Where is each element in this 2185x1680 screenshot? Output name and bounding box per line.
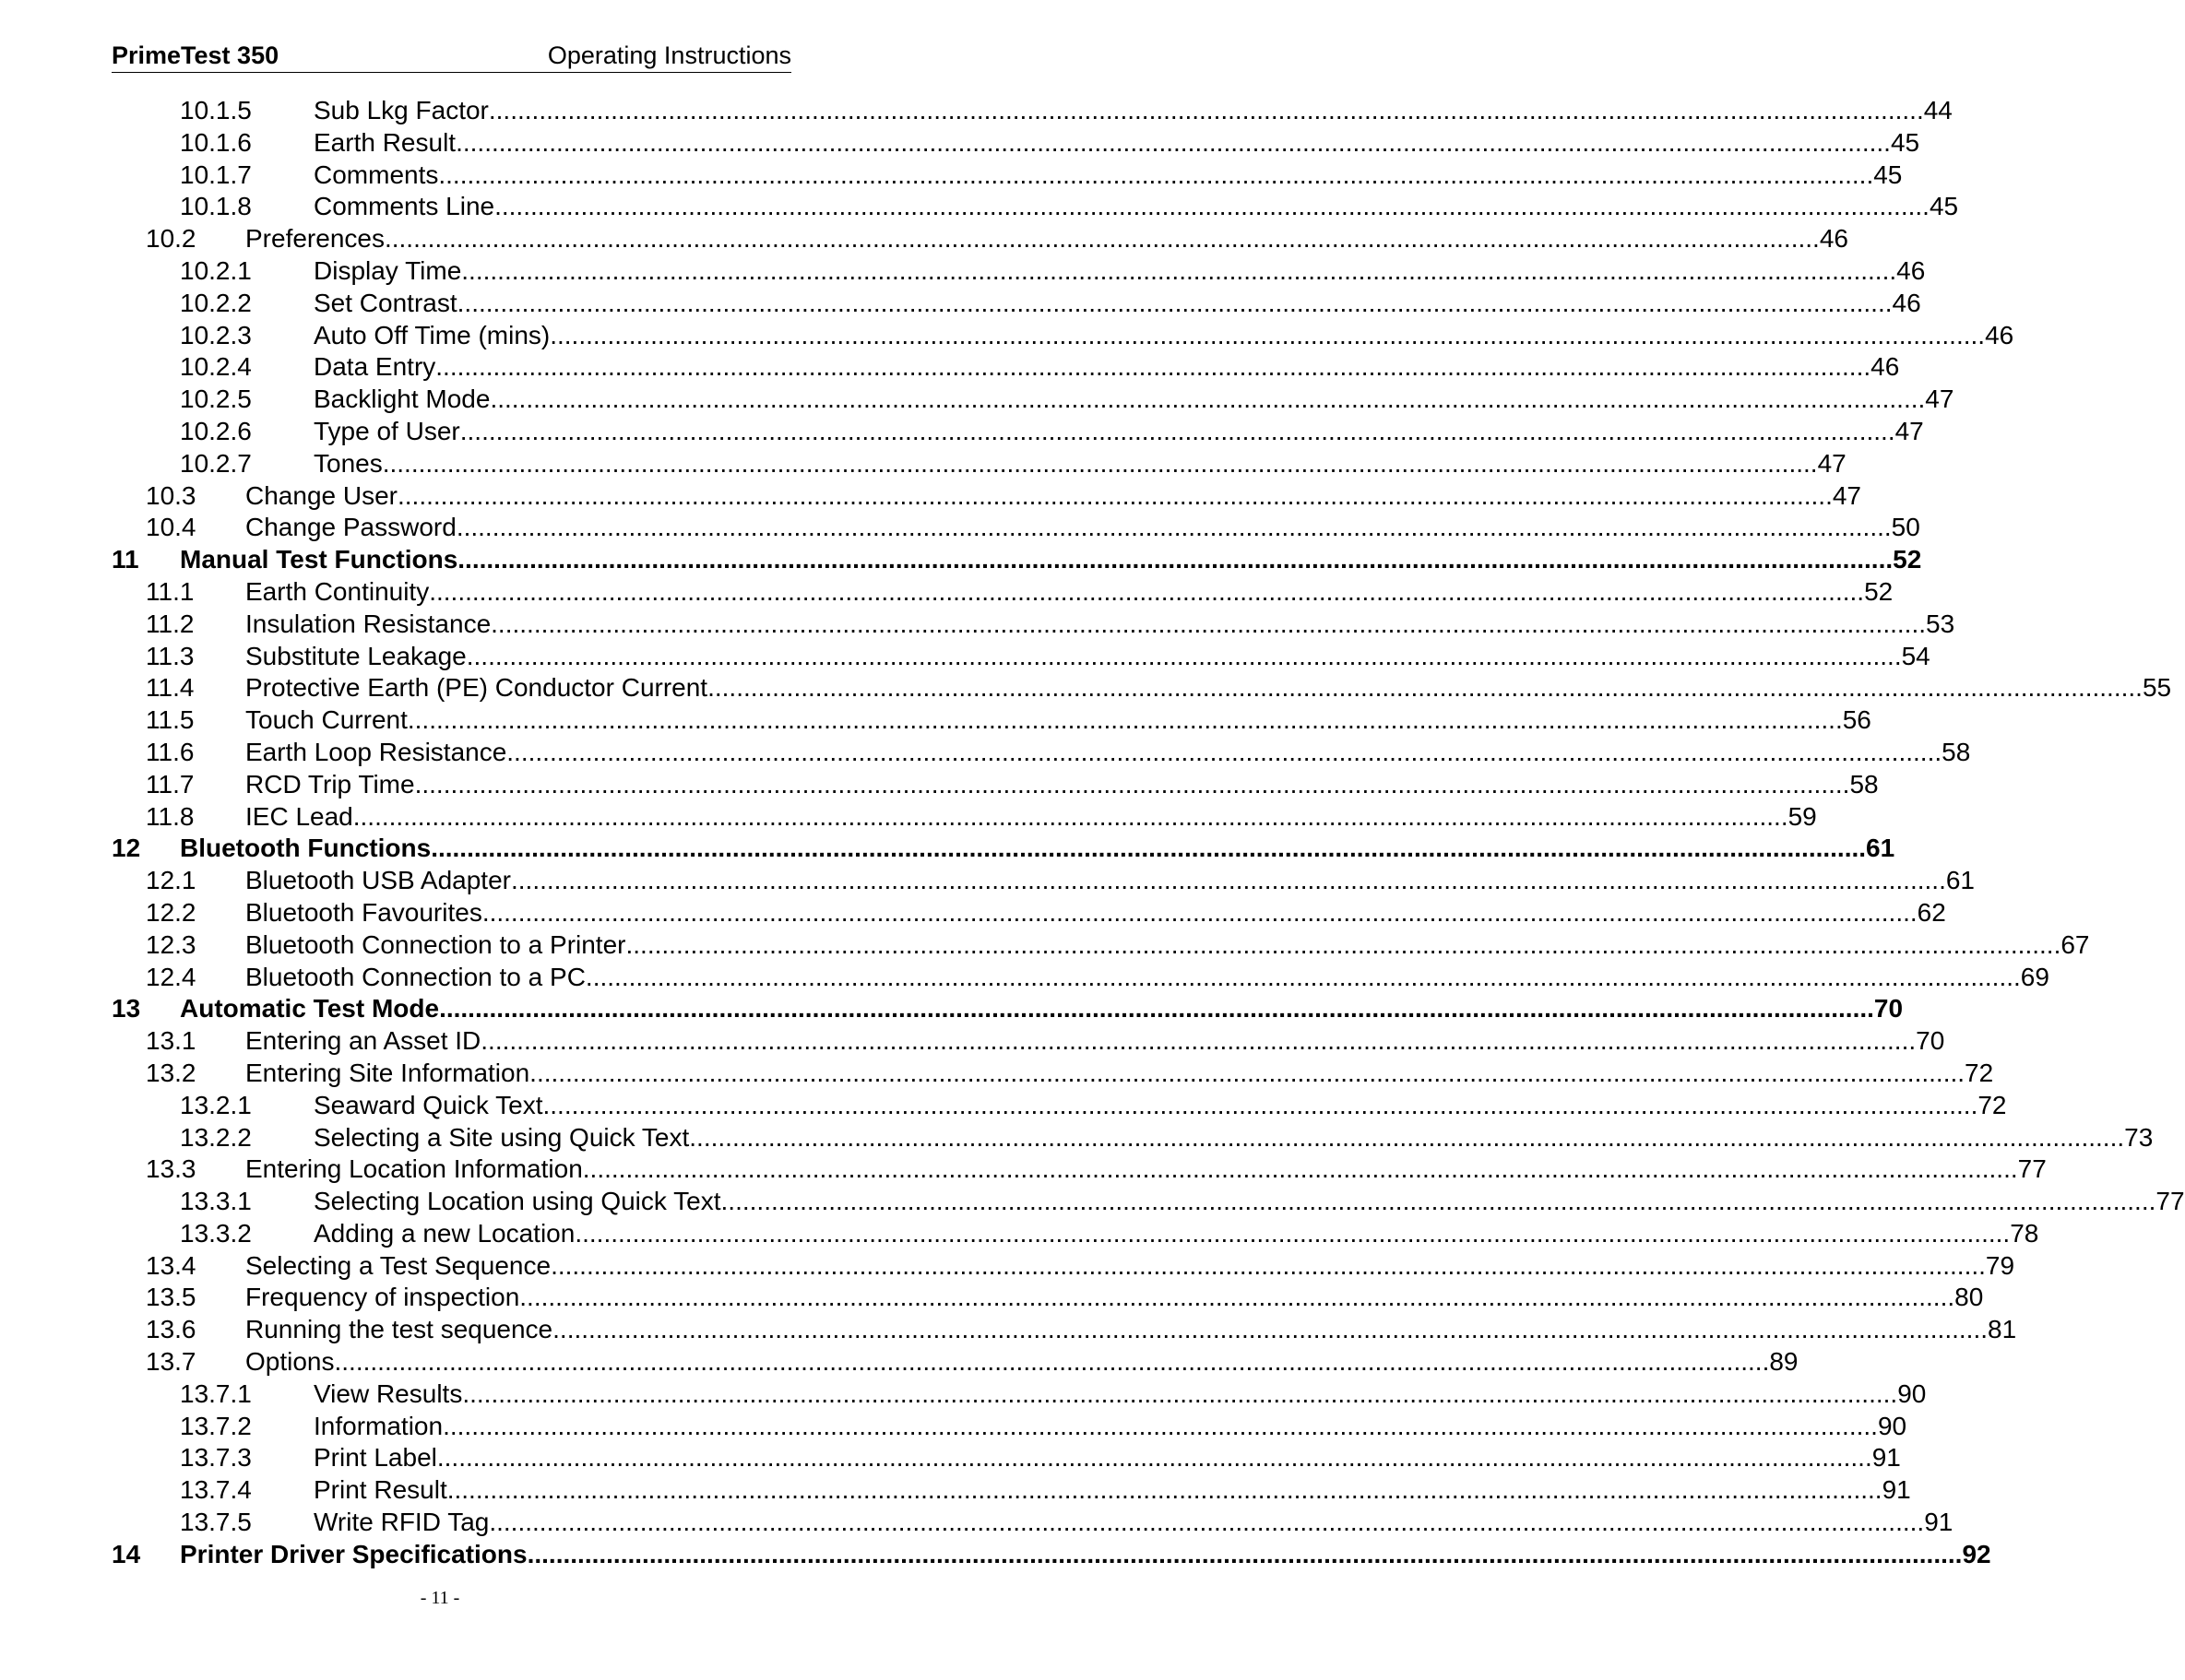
toc-entry-page: 45 xyxy=(1873,160,1903,189)
dot-leader: ........................................................................................................................................................................................................ xyxy=(707,673,2143,703)
toc-entry-number: 10.2.2 xyxy=(180,288,252,317)
toc-entry-body xyxy=(245,769,1879,801)
dot-leader: ........................................................................................................................................................................................................ xyxy=(446,1475,1882,1505)
toc-entry-title: RCD Trip Time xyxy=(245,769,415,799)
dot-leader: ........................................................................................................................................................................................................ xyxy=(491,609,1927,638)
toc-entry-number: 13.7.4 xyxy=(180,1475,252,1505)
toc-entry-body xyxy=(245,962,2049,994)
toc-entry-body xyxy=(245,1250,2015,1283)
toc-entry-number: 10.3 xyxy=(146,480,196,510)
toc-entry-body xyxy=(314,1122,2154,1154)
toc-entry-body xyxy=(245,1025,1945,1058)
toc-entry-number: 11.7 xyxy=(146,769,195,799)
toc-entry-page: 53 xyxy=(1926,609,1955,638)
toc-entry[interactable] xyxy=(112,288,1921,320)
toc-entry-page: 90 xyxy=(1897,1378,1927,1408)
toc-entry[interactable] xyxy=(112,160,1903,192)
toc-entry-number: 11.1 xyxy=(146,576,195,606)
toc-entry-page: 61 xyxy=(1866,834,1895,863)
toc-entry[interactable] xyxy=(112,255,1926,288)
toc-entry-body xyxy=(245,929,2090,962)
toc-entry[interactable] xyxy=(112,223,1848,255)
toc-entry[interactable] xyxy=(112,1250,2015,1283)
dot-leader: ........................................................................................................................................................................................................ xyxy=(352,801,1788,831)
toc-entry-number: 10.4 xyxy=(146,513,196,542)
dot-leader: ........................................................................................................................................................................................................ xyxy=(552,1315,1988,1344)
page-number: - 11 - xyxy=(420,1588,460,1608)
toc-entry-number: 12.4 xyxy=(146,962,196,991)
toc-entry-body xyxy=(245,672,2172,704)
toc-entry-page: 47 xyxy=(1925,385,1954,414)
dot-leader: ........................................................................................................................................................................................................ xyxy=(585,962,2021,991)
dot-leader: ........................................................................................................................................................................................................ xyxy=(384,224,1820,254)
toc-entry[interactable] xyxy=(112,962,2049,994)
toc-entry-title: Change User xyxy=(245,480,398,510)
toc-entry-body xyxy=(314,448,1847,480)
toc-entry-title: Earth Loop Resistance xyxy=(245,737,507,766)
toc-entry-page: 50 xyxy=(1891,513,1920,542)
toc-entry-title: Write RFID Tag xyxy=(314,1508,490,1537)
toc-entry-body xyxy=(245,512,1920,544)
toc-entry-title: View Results xyxy=(314,1378,463,1408)
toc-entry[interactable] xyxy=(112,897,1946,929)
dot-leader: ........................................................................................................................................................................................................ xyxy=(582,1154,2018,1184)
toc-entry-number: 13.7.2 xyxy=(180,1411,252,1440)
toc-entry-number: 11.5 xyxy=(146,705,195,735)
toc-entry-body xyxy=(245,897,1946,929)
dot-leader: ........................................................................................................................................................................................................ xyxy=(519,1283,1955,1312)
toc-entry-page: 72 xyxy=(1965,1058,1994,1087)
toc-entry-title: Printer Driver Specifications xyxy=(180,1539,528,1568)
toc-entry[interactable] xyxy=(112,641,1930,673)
toc-entry-title: Print Label xyxy=(314,1443,437,1473)
dot-leader: ........................................................................................................................................................................................................ xyxy=(462,1378,1898,1408)
product-name: PrimeTest 350 xyxy=(112,41,279,69)
dot-leader: ........................................................................................................................................................................................................ xyxy=(551,1250,1986,1280)
dot-leader: ........................................................................................................................................................................................................ xyxy=(457,288,1893,317)
toc-entry-title: Sub Lkg Factor xyxy=(314,96,489,124)
toc-entry[interactable] xyxy=(112,609,1955,641)
toc-entry-body xyxy=(245,1058,1994,1090)
toc-entry-body xyxy=(314,1218,2039,1250)
toc-entry-page: 79 xyxy=(1985,1250,2015,1280)
dot-leader: ........................................................................................................................................................................................................ xyxy=(506,737,1942,766)
toc-entry[interactable] xyxy=(112,833,1895,865)
toc-entry-page: 70 xyxy=(1916,1026,1945,1056)
toc-entry-body xyxy=(314,1442,1901,1474)
toc-entry-number: 11.3 xyxy=(146,641,195,670)
toc-entry-body xyxy=(180,544,1922,576)
toc-entry[interactable] xyxy=(112,1218,2039,1250)
toc-entry-number: 10.1.8 xyxy=(180,192,252,221)
toc-entry-number: 10.1.6 xyxy=(180,127,252,157)
toc-entry-body xyxy=(314,127,1920,160)
dot-leader: ........................................................................................................................................................................................................ xyxy=(489,1508,1925,1537)
toc-entry-page: 47 xyxy=(1832,480,1861,510)
toc-entry-title: Information xyxy=(314,1411,444,1440)
dot-leader: ........................................................................................................................................................................................................ xyxy=(334,1347,1770,1377)
toc-entry[interactable] xyxy=(112,191,1959,223)
toc-entry-body xyxy=(314,384,1954,416)
dot-leader: ........................................................................................................................................................................................................ xyxy=(382,448,1818,478)
toc-entry-number: 10.2.4 xyxy=(180,352,252,382)
toc-entry-number: 10.2.5 xyxy=(180,385,252,414)
toc-entry[interactable] xyxy=(112,1411,1907,1443)
toc-entry-body xyxy=(245,737,1971,769)
dot-leader: ........................................................................................................................................................................................................ xyxy=(542,1090,1978,1119)
toc-entry[interactable] xyxy=(112,1507,1953,1539)
toc-entry-title: Data Entry xyxy=(314,352,436,382)
toc-entry-page: 58 xyxy=(1849,769,1879,799)
toc-entry-title: Selecting a Test Sequence xyxy=(245,1250,552,1280)
toc-entry-body xyxy=(245,480,1861,513)
toc-entry-number: 11.4 xyxy=(146,673,195,703)
toc-entry-page: 72 xyxy=(1977,1090,2007,1119)
dot-leader: ........................................................................................................................................................................................................ xyxy=(429,576,1865,606)
toc-entry-page: 46 xyxy=(1985,320,2014,349)
toc-entry-page: 55 xyxy=(2142,673,2172,703)
toc-entry-number: 13.7.5 xyxy=(180,1508,252,1537)
toc-entry-title: Type of User xyxy=(314,416,460,445)
toc-entry-number: 13.2 xyxy=(146,1058,196,1087)
toc-entry-title: Bluetooth USB Adapter xyxy=(245,866,511,895)
toc-entry[interactable] xyxy=(112,95,1953,127)
dot-leader: ........................................................................................................................................................................................................ xyxy=(435,352,1871,382)
toc-entry-title: Selecting a Site using Quick Text xyxy=(314,1122,690,1152)
dot-leader: ........................................................................................................................................................................................................ xyxy=(625,929,2061,959)
toc-entry-title: Change Password xyxy=(245,513,457,542)
toc-entry-page: 46 xyxy=(1870,352,1900,382)
toc-entry-page: 47 xyxy=(1817,448,1847,478)
toc-entry-body xyxy=(314,416,1924,448)
toc-entry-page: 46 xyxy=(1819,224,1848,254)
toc-entry[interactable] xyxy=(112,1090,2007,1122)
toc-entry-number: 13.2.1 xyxy=(180,1090,252,1119)
toc-entry-body xyxy=(314,1507,1953,1539)
dot-leader: ........................................................................................................................................................................................................ xyxy=(481,897,1918,927)
document-title: Operating Instructions xyxy=(547,41,791,69)
toc-entry[interactable] xyxy=(112,1186,2185,1218)
toc-entry-title: Print Result xyxy=(314,1475,447,1505)
toc-entry-number: 14 xyxy=(112,1539,141,1568)
dot-leader: ........................................................................................................................................................................................................ xyxy=(529,1058,1965,1087)
toc-entry-page: 91 xyxy=(1871,1443,1901,1473)
toc-entry-body xyxy=(245,1346,1799,1378)
toc-entry-number: 13.5 xyxy=(146,1283,196,1312)
dot-leader: ........................................................................................................................................................................................................ xyxy=(575,1218,2011,1248)
toc-entry-body xyxy=(180,833,1895,865)
page-header xyxy=(112,41,791,73)
toc-entry[interactable] xyxy=(112,544,1922,576)
toc-entry-number: 13.1 xyxy=(146,1026,196,1056)
toc-entry-body xyxy=(245,609,1955,641)
toc-entry-body xyxy=(314,160,1903,192)
toc-entry-title: Comments Line xyxy=(314,192,495,221)
toc-entry[interactable] xyxy=(112,1058,1994,1090)
toc-entry-number: 13.7.3 xyxy=(180,1443,252,1473)
toc-entry-page: 52 xyxy=(1864,576,1894,606)
toc-entry-number: 13.2.2 xyxy=(180,1122,252,1152)
toc-entry-title: Frequency of inspection xyxy=(245,1283,520,1312)
toc-entry-body xyxy=(314,1378,1927,1411)
toc-entry-number: 10.1.5 xyxy=(180,96,252,124)
toc-entry-title: Set Contrast xyxy=(314,288,457,317)
toc-entry-page: 47 xyxy=(1894,416,1924,445)
toc-entry-title: Substitute Leakage xyxy=(245,641,467,670)
dot-leader: ........................................................................................................................................................................................................ xyxy=(466,641,1902,670)
toc-entry[interactable] xyxy=(112,1314,2017,1346)
dot-leader: ........................................................................................................................................................................................................ xyxy=(481,1026,1917,1056)
dot-leader: ........................................................................................................................................................................................................ xyxy=(550,320,1986,349)
dot-leader: ........................................................................................................................................................................................................ xyxy=(407,705,1843,735)
toc-entry-page: 61 xyxy=(1945,866,1975,895)
toc-entry-body xyxy=(314,255,1926,288)
toc-entry-page: 67 xyxy=(2060,929,2090,959)
toc-entry-number: 13.4 xyxy=(146,1250,196,1280)
toc-entry-title: Touch Current xyxy=(245,705,408,735)
toc-entry-page: 56 xyxy=(1842,705,1871,735)
toc-entry-body xyxy=(180,993,1904,1025)
toc-entry-page: 81 xyxy=(1988,1315,2017,1344)
toc-entry-title: IEC Lead xyxy=(245,801,353,831)
toc-entry[interactable] xyxy=(112,480,1861,513)
toc-entry-body xyxy=(245,865,1975,897)
toc-entry-number: 11.2 xyxy=(146,609,195,638)
toc-entry-page: 46 xyxy=(1892,288,1921,317)
toc-entry-page: 80 xyxy=(1954,1283,1984,1312)
toc-entry-title: Earth Continuity xyxy=(245,576,430,606)
dot-leader: ........................................................................................................................................................................................................ xyxy=(490,385,1926,414)
dot-leader: ........................................................................................................................................................................................................ xyxy=(510,866,1946,895)
toc-entry-number: 13 xyxy=(112,994,141,1023)
toc-entry-body xyxy=(245,1154,2047,1186)
toc-entry-body xyxy=(245,801,1817,834)
toc-entry-title: Entering Site Information xyxy=(245,1058,530,1087)
toc-entry-number: 13.3.1 xyxy=(180,1187,252,1216)
toc-entry-body xyxy=(314,1090,2007,1122)
toc-entry-number: 10.2.7 xyxy=(180,448,252,478)
toc-entry-page: 90 xyxy=(1877,1411,1907,1440)
toc-entry[interactable] xyxy=(112,929,2090,962)
toc-entry-body xyxy=(314,351,1900,384)
toc-entry-page: 70 xyxy=(1873,994,1904,1023)
toc-entry[interactable] xyxy=(112,512,1920,544)
toc-entry[interactable] xyxy=(112,1154,2047,1186)
toc-entry-page: 77 xyxy=(2155,1187,2185,1216)
toc-entry-title: Bluetooth Connection to a PC xyxy=(245,962,586,991)
toc-entry-body xyxy=(314,95,1953,127)
toc-entry-body xyxy=(314,1411,1907,1443)
toc-entry[interactable] xyxy=(112,416,1924,448)
dot-leader: ........................................................................................................................................................................................................ xyxy=(689,1122,2125,1152)
toc-entry-title: Earth Result xyxy=(314,127,457,157)
dot-leader: ........................................................................................................................................................................................................ xyxy=(431,834,1867,863)
toc-entry-number: 10.2.1 xyxy=(180,255,252,285)
toc-entry[interactable] xyxy=(112,865,1975,897)
toc-entry-title: Options xyxy=(245,1347,335,1377)
toc-entry-body xyxy=(245,1282,1984,1314)
toc-entry-title: Bluetooth Functions xyxy=(180,834,432,863)
toc-entry-body xyxy=(314,1186,2185,1218)
toc-entry[interactable] xyxy=(112,576,1894,609)
toc-entry-title: Manual Test Functions xyxy=(180,545,458,574)
toc-entry-number: 12 xyxy=(112,834,141,863)
toc-entry-title: Insulation Resistance xyxy=(245,609,492,638)
toc-entry-page: 77 xyxy=(2017,1154,2047,1184)
toc-entry-number: 10.2.6 xyxy=(180,416,252,445)
toc-entry-page: 52 xyxy=(1893,545,1922,574)
toc-entry-number: 10.1.7 xyxy=(180,160,252,189)
dot-leader: ........................................................................................................................................................................................................ xyxy=(443,1411,1878,1440)
toc-entry-title: Entering an Asset ID xyxy=(245,1026,481,1056)
toc-entry[interactable] xyxy=(112,351,1900,384)
toc-entry[interactable] xyxy=(112,769,1879,801)
toc-entry-title: Selecting Location using Quick Text xyxy=(314,1187,721,1216)
toc-entry-page: 46 xyxy=(1896,255,1926,285)
dot-leader: ........................................................................................................................................................................................................ xyxy=(461,255,1897,285)
dot-leader: ........................................................................................................................................................................................................ xyxy=(456,127,1891,157)
toc-entry-title: Comments xyxy=(314,160,439,189)
toc-entry-body xyxy=(180,1539,1991,1571)
toc-entry-page: 73 xyxy=(2124,1122,2154,1152)
dot-leader: ........................................................................................................................................................................................................ xyxy=(397,480,1833,510)
toc-entry-title: Adding a new Location xyxy=(314,1218,576,1248)
toc-entry-title: Seaward Quick Text xyxy=(314,1090,543,1119)
dot-leader: ........................................................................................................................................................................................................ xyxy=(494,192,1930,221)
toc-entry-page: 62 xyxy=(1917,897,1946,927)
toc-entry-number: 12.2 xyxy=(146,897,196,927)
toc-entry-number: 11.6 xyxy=(146,737,195,766)
toc-entry[interactable] xyxy=(112,737,1971,769)
toc-entry-title: Running the test sequence xyxy=(245,1315,553,1344)
dot-leader: ........................................................................................................................................................................................................ xyxy=(527,1539,1963,1568)
toc-entry-page: 89 xyxy=(1769,1347,1799,1377)
toc-entry-number: 13.6 xyxy=(146,1315,196,1344)
toc-entry-number: 10.2 xyxy=(146,224,196,254)
toc-entry-body xyxy=(245,576,1894,609)
toc-entry-page: 91 xyxy=(1924,1508,1953,1537)
toc-entry-number: 13.7.1 xyxy=(180,1378,252,1408)
dot-leader: ........................................................................................................................................................................................................ xyxy=(438,160,1874,189)
toc-entry[interactable] xyxy=(112,672,2172,704)
toc-entry-title: Auto Off Time (mins) xyxy=(314,320,551,349)
toc-entry-title: Bluetooth Favourites xyxy=(245,897,482,927)
toc-entry-number: 13.3.2 xyxy=(180,1218,252,1248)
toc-entry-page: 59 xyxy=(1787,801,1817,831)
toc-entry-body xyxy=(245,704,1871,737)
toc-entry-number: 10.2.3 xyxy=(180,320,252,349)
toc-entry-title: Protective Earth (PE) Conductor Current xyxy=(245,673,708,703)
toc-entry-number: 13.7 xyxy=(146,1347,196,1377)
toc-entry-title: Bluetooth Connection to a Printer xyxy=(245,929,626,959)
toc-entry-body xyxy=(314,1474,1911,1507)
toc-entry-body xyxy=(314,191,1959,223)
toc-entry[interactable] xyxy=(112,320,2014,352)
toc-entry[interactable] xyxy=(112,1282,1984,1314)
toc-entry[interactable] xyxy=(112,801,1817,834)
toc-entry-page: 54 xyxy=(1901,641,1930,670)
toc-entry[interactable] xyxy=(112,1025,1945,1058)
dot-leader: ........................................................................................................................................................................................................ xyxy=(439,994,1874,1023)
toc-entry[interactable] xyxy=(112,384,1954,416)
toc-entry[interactable] xyxy=(112,704,1871,737)
toc-entry-page: 92 xyxy=(1962,1539,1991,1568)
toc-entry-number: 12.3 xyxy=(146,929,196,959)
toc-entry-body xyxy=(314,288,1921,320)
toc-entry[interactable] xyxy=(112,1378,1927,1411)
toc-entry-page: 78 xyxy=(2010,1218,2039,1248)
toc-entry[interactable] xyxy=(112,1539,1991,1571)
toc-entry-number: 12.1 xyxy=(146,866,196,895)
toc-entry-page: 45 xyxy=(1890,127,1920,157)
toc-entry[interactable] xyxy=(112,127,1920,160)
toc-entry-body xyxy=(245,223,1848,255)
toc-entry-title: Entering Location Information xyxy=(245,1154,583,1184)
toc-entry-page: 45 xyxy=(1929,192,1959,221)
toc-entry-title: Backlight Mode xyxy=(314,385,491,414)
dot-leader: ........................................................................................................................................................................................................ xyxy=(720,1187,2156,1216)
toc-entry-title: Tones xyxy=(314,448,383,478)
dot-leader: ........................................................................................................................................................................................................ xyxy=(459,416,1895,445)
dot-leader: ........................................................................................................................................................................................................ xyxy=(456,513,1892,542)
dot-leader: ........................................................................................................................................................................................................ xyxy=(457,545,1894,574)
table-of-contents xyxy=(112,95,2185,1571)
toc-entry-page: 91 xyxy=(1882,1475,1911,1505)
toc-entry-title: Automatic Test Mode xyxy=(180,994,440,1023)
toc-entry-body xyxy=(245,1314,2017,1346)
toc-entry-page: 69 xyxy=(2020,962,2049,991)
toc-entry-body xyxy=(245,641,1930,673)
toc-entry[interactable] xyxy=(112,1474,1911,1507)
toc-entry[interactable] xyxy=(112,993,1904,1025)
toc-entry[interactable] xyxy=(112,1442,1901,1474)
toc-entry[interactable] xyxy=(112,1346,1799,1378)
dot-leader: ........................................................................................................................................................................................................ xyxy=(488,96,1924,124)
toc-entry-number: 13.3 xyxy=(146,1154,196,1184)
toc-entry-number: 11.8 xyxy=(146,801,195,831)
toc-entry-title: Display Time xyxy=(314,255,462,285)
toc-entry[interactable] xyxy=(112,448,1847,480)
dot-leader: ........................................................................................................................................................................................................ xyxy=(436,1443,1872,1473)
toc-entry-title: Preferences xyxy=(245,224,385,254)
toc-entry[interactable] xyxy=(112,1122,2154,1154)
dot-leader: ........................................................................................................................................................................................................ xyxy=(414,769,1850,799)
toc-entry-number: 11 xyxy=(112,545,139,574)
toc-entry-page: 58 xyxy=(1942,737,1971,766)
toc-entry-page: 44 xyxy=(1923,96,1953,124)
toc-entry-body xyxy=(314,320,2014,352)
